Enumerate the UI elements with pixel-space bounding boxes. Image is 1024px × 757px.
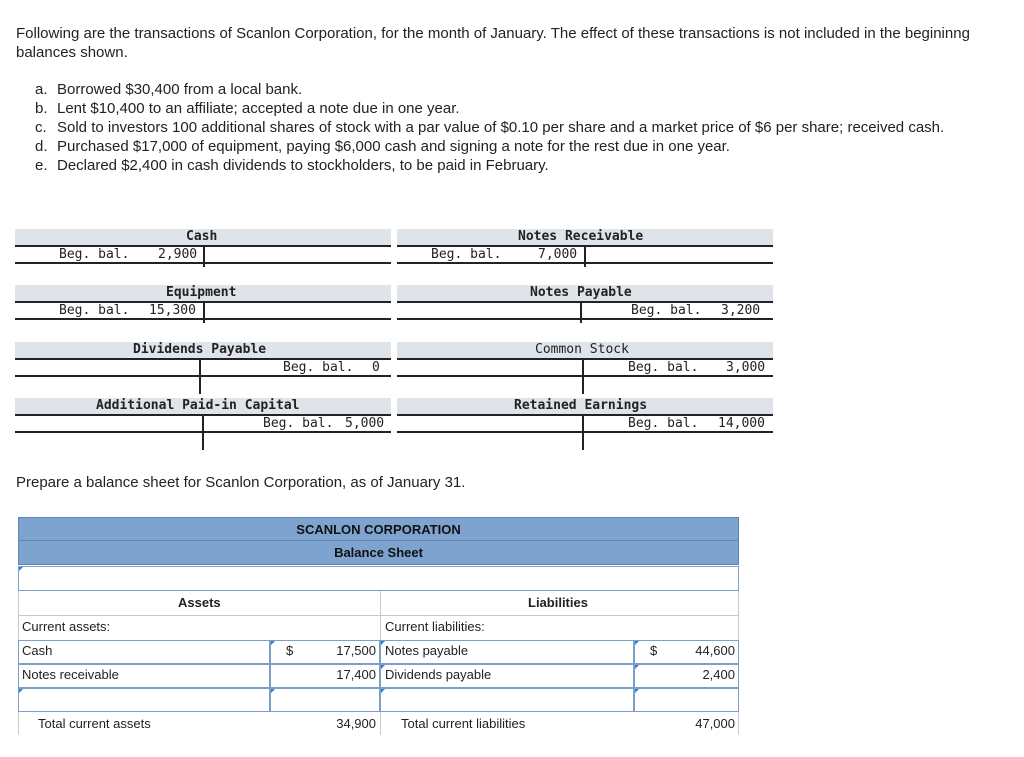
t-account-title: Equipment <box>166 285 237 300</box>
current-assets-label: Current assets: <box>22 619 111 634</box>
date-input[interactable] <box>18 566 739 591</box>
balance-sheet <box>18 517 739 565</box>
t-account-rule <box>397 431 773 433</box>
t-account-title: Dividends Payable <box>133 342 267 357</box>
liability-account-name: Notes payable <box>385 643 469 658</box>
t-account-rule <box>15 318 391 320</box>
beg-bal-value: 5,000 <box>345 416 385 431</box>
liability-account-select[interactable] <box>380 688 634 712</box>
transaction-marker: d. <box>35 138 48 155</box>
liability-amount-input[interactable] <box>634 688 739 712</box>
input-flag-icon <box>635 689 639 693</box>
input-flag-icon <box>635 665 639 669</box>
transaction-list <box>35 80 1010 175</box>
t-account-title: Common Stock <box>535 342 629 357</box>
t-account-rule <box>397 318 773 320</box>
total-current-liabilities-value: 47,000 <box>695 716 735 731</box>
transaction-text: Purchased $17,000 of equipment, paying $6,000 cash and signing a note for the rest due in one year. <box>57 138 730 155</box>
beg-bal-label: Beg. bal. <box>628 416 699 431</box>
beg-bal-label: Beg. bal. <box>631 303 702 318</box>
transaction-marker: b. <box>35 100 48 117</box>
t-account-title: Notes Receivable <box>518 229 644 244</box>
t-account-title: Notes Payable <box>530 285 632 300</box>
grid-line <box>18 615 739 616</box>
t-account-rule <box>397 358 773 360</box>
transaction-item <box>35 118 1010 137</box>
t-account-rule <box>15 431 391 433</box>
beg-bal-label: Beg. bal. <box>59 303 130 318</box>
transaction-marker: c. <box>35 119 47 136</box>
asset-account-select[interactable] <box>18 688 270 712</box>
liability-amount: 44,600 <box>695 643 735 658</box>
dollar-sign: $ <box>650 643 658 658</box>
t-account-rule <box>15 262 391 264</box>
dollar-sign: $ <box>286 643 294 658</box>
t-account-rule <box>397 375 773 377</box>
transaction-marker: e. <box>35 157 48 174</box>
transaction-item <box>35 156 1010 175</box>
asset-account-name: Notes receivable <box>22 667 119 682</box>
liabilities-header: Liabilities <box>528 595 588 610</box>
input-flag-icon <box>271 641 275 645</box>
transaction-item <box>35 137 1010 156</box>
transaction-text: Lent $10,400 to an affiliate; accepted a note due in one year. <box>57 100 460 117</box>
input-flag-icon <box>271 689 275 693</box>
asset-amount: 17,500 <box>336 643 376 658</box>
t-account-title: Cash <box>186 229 218 244</box>
beg-bal-label: Beg. bal. <box>431 247 502 262</box>
asset-amount: 17,400 <box>336 667 376 682</box>
asset-account-select[interactable] <box>18 640 270 664</box>
transaction-text: Declared $2,400 in cash dividends to stockholders, to be paid in February. <box>57 157 549 174</box>
t-account-title: Additional Paid-in Capital <box>96 398 300 413</box>
transaction-marker: a. <box>35 81 48 98</box>
t-account-title: Retained Earnings <box>514 398 648 413</box>
liability-amount: 2,400 <box>702 667 735 682</box>
beg-bal-label: Beg. bal. <box>283 360 354 375</box>
transaction-text: Sold to investors 100 additional shares of stock with a par value of $0.10 per share and a market price of $6 per share; received cash. <box>57 119 945 136</box>
total-current-assets-label: Total current assets <box>38 716 151 731</box>
t-account-rule <box>15 375 391 377</box>
beg-bal-value: 15,300 <box>149 303 196 318</box>
beg-bal-label: Beg. bal. <box>59 247 130 262</box>
liability-account-name: Dividends payable <box>385 667 492 682</box>
asset-amount-input[interactable] <box>270 688 380 712</box>
assets-header: Assets <box>178 595 221 610</box>
t-account-rule <box>397 262 773 264</box>
transaction-item <box>35 99 1010 118</box>
total-current-assets-value: 34,900 <box>336 716 376 731</box>
beg-bal-value: 14,000 <box>718 416 765 431</box>
t-account-rule <box>397 301 773 303</box>
t-account-rule <box>397 414 773 416</box>
total-current-liabilities-label: Total current liabilities <box>401 716 526 731</box>
instruction-prompt: Prepare a balance sheet for Scanlon Corporation, as of January 31. <box>16 474 466 491</box>
beg-bal-label: Beg. bal. <box>263 416 334 431</box>
transaction-text: Borrowed $30,400 from a local bank. <box>57 81 303 98</box>
problem-intro: Following are the transactions of Scanlon Corporation, for the month of January. The effect of these transactions is not included in the begininng balances shown. <box>16 25 970 61</box>
beg-bal-value: 3,000 <box>726 360 766 375</box>
beg-bal-label: Beg. bal. <box>628 360 699 375</box>
beg-bal-value: 3,200 <box>721 303 761 318</box>
current-liabilities-label: Current liabilities: <box>385 619 485 634</box>
transaction-item <box>35 80 1010 99</box>
input-flag-icon <box>635 641 639 645</box>
input-flag-icon <box>19 689 23 693</box>
beg-bal-value: 2,900 <box>158 247 198 262</box>
beg-bal-value: 7,000 <box>538 247 578 262</box>
input-flag-icon <box>381 689 385 693</box>
statement-title: Balance Sheet <box>18 541 739 565</box>
beg-bal-value: 0 <box>372 360 380 375</box>
asset-account-name: Cash <box>22 643 53 658</box>
input-flag-icon <box>19 567 23 571</box>
company-name: SCANLON CORPORATION <box>18 517 739 541</box>
